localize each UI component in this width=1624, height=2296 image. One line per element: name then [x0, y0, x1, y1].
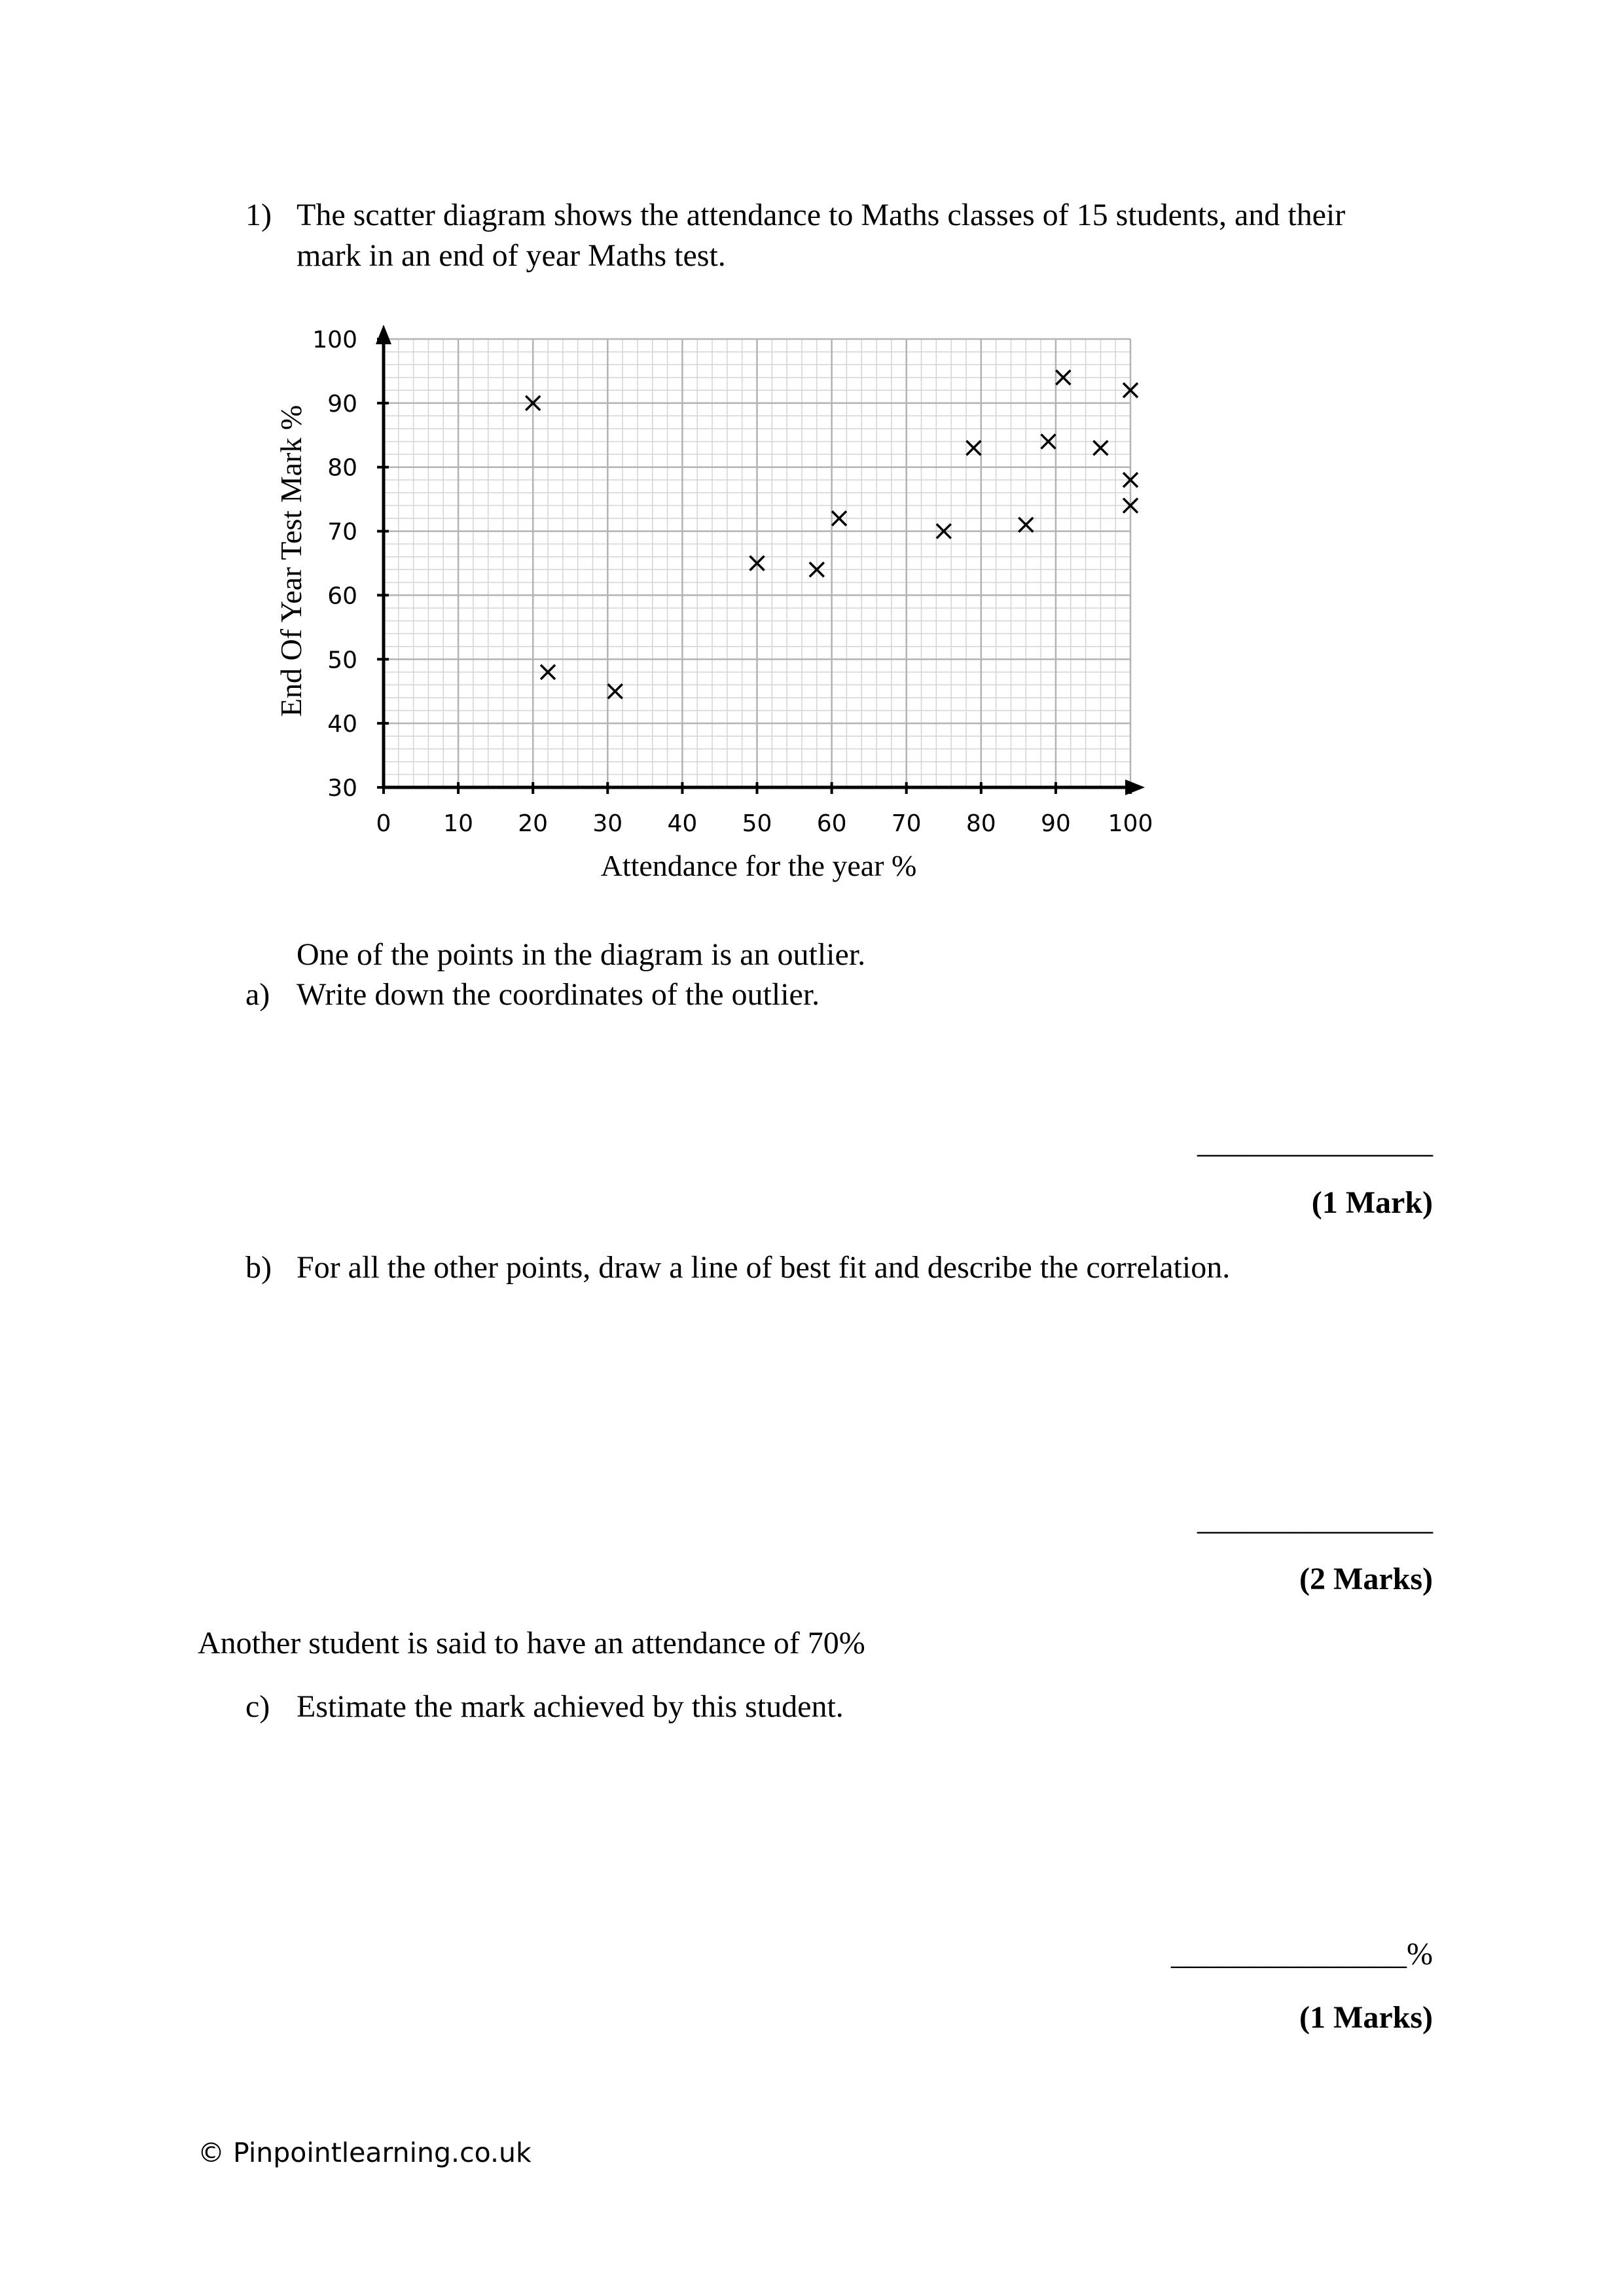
- part-c-marks: (1 Marks): [1299, 2000, 1433, 2035]
- y-tick-label: 50: [327, 647, 357, 674]
- outlier-note: One of the points in the diagram is an outlier.: [297, 937, 866, 972]
- x-tick-label: 100: [1108, 810, 1153, 837]
- part-c-text: Estimate the mark achieved by this student.: [297, 1689, 844, 1724]
- x-axis-label: Attendance for the year %: [600, 849, 917, 882]
- data-point: [966, 440, 981, 455]
- x-tick-label: 40: [667, 810, 698, 837]
- x-tick-label: 50: [742, 810, 772, 837]
- part-c-intro: Another student is said to have an attendance of 70%: [198, 1626, 865, 1660]
- x-axis-arrow-icon: [1125, 780, 1145, 795]
- part-b-answer-line[interactable]: _______________: [1197, 1502, 1433, 1537]
- x-tick-label: 20: [518, 810, 549, 837]
- x-tick-labels: [376, 810, 1153, 837]
- footer-copyright: © Pinpointlearning.co.uk: [198, 2137, 532, 2168]
- part-b-marks: (2 Marks): [1299, 1562, 1433, 1596]
- part-b-label: b): [245, 1250, 272, 1285]
- question-intro-line1: The scatter diagram shows the attendance to Maths classes of 15 students, and their: [297, 198, 1346, 232]
- x-tick-label: 30: [592, 810, 623, 837]
- y-tick-label: 100: [312, 327, 357, 353]
- x-tick-label: 80: [965, 810, 996, 837]
- x-tick-label: 70: [891, 810, 922, 837]
- part-a-marks: (1 Mark): [1311, 1185, 1433, 1220]
- part-a-answer-line[interactable]: _______________: [1197, 1125, 1433, 1160]
- y-tick-label: 80: [327, 454, 357, 482]
- x-tick-label: 10: [443, 810, 474, 837]
- y-tick-label: 30: [327, 775, 357, 802]
- x-tick-label: 90: [1040, 810, 1071, 837]
- question-intro-line2: mark in an end of year Maths test.: [297, 238, 726, 273]
- y-tick-label: 90: [327, 390, 357, 418]
- y-tick-label: 40: [327, 711, 357, 738]
- part-c-label: c): [245, 1689, 270, 1724]
- x-tick-label: 60: [816, 810, 847, 837]
- y-axis-label: End Of Year Test Mark %: [274, 404, 308, 717]
- y-tick-label: 70: [327, 518, 357, 546]
- y-tick-label: 60: [327, 583, 357, 610]
- part-c-answer-line[interactable]: _______________%: [1171, 1937, 1433, 1971]
- scatter-chart: [0, 0, 1624, 916]
- y-tick-labels: [312, 327, 357, 802]
- part-b-text: For all the other points, draw a line of best fit and describe the correlation.: [297, 1250, 1231, 1285]
- part-a-text: Write down the coordinates of the outlier.: [297, 977, 820, 1012]
- y-axis-arrow-icon: [376, 325, 391, 344]
- part-a-label: a): [245, 977, 270, 1012]
- x-tick-label: 0: [376, 810, 391, 837]
- question-number: 1): [245, 198, 272, 232]
- data-point: [608, 684, 623, 698]
